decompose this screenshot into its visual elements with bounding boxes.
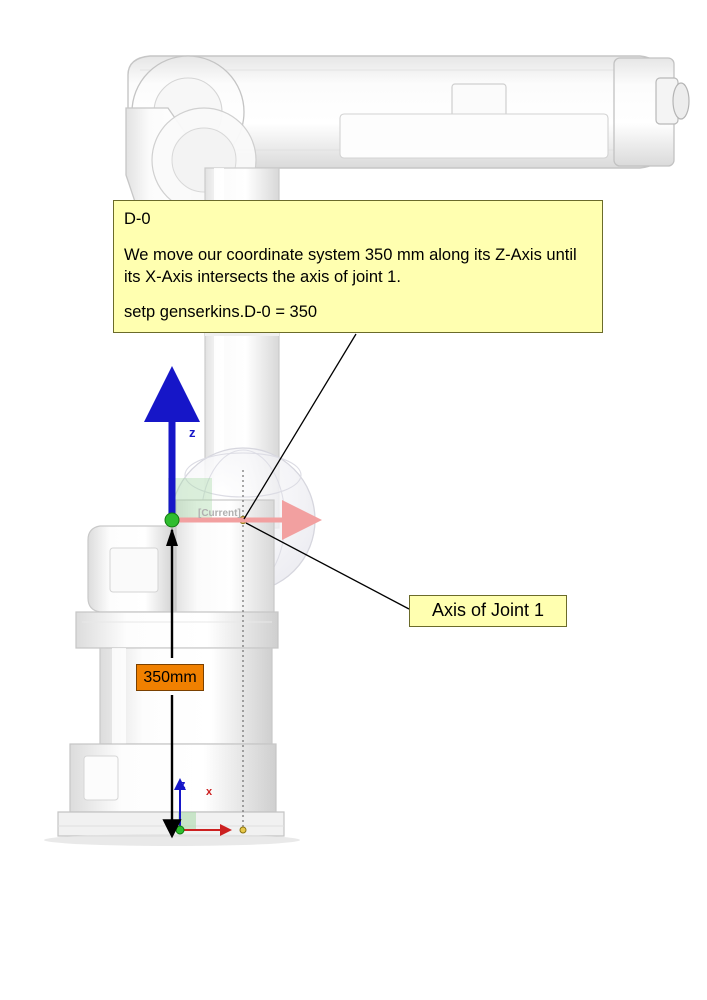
x-axis-label-lower: x [206,786,213,798]
description-callout [113,200,603,333]
joint-axis-callout-label: Axis of Joint 1 [431,600,545,621]
callout-code: setp genserkins.D-0 = 350 [124,303,318,322]
dimension-label-text: 350mm [143,668,197,686]
current-frame-label: [Current] [198,508,241,519]
joint-axis-callout [409,595,567,627]
callout-body: We move our coordinate system 350 mm along its Z-Axis until its X-Axis intersects the axis of joint 1. [124,245,577,286]
joint1-axis-base-point [240,827,246,833]
z-axis-label-upper: z [189,425,196,440]
dimension-label-350mm [136,664,204,691]
callout-title: D-0 [124,210,151,228]
z-axis-label-lower: z [180,779,186,791]
